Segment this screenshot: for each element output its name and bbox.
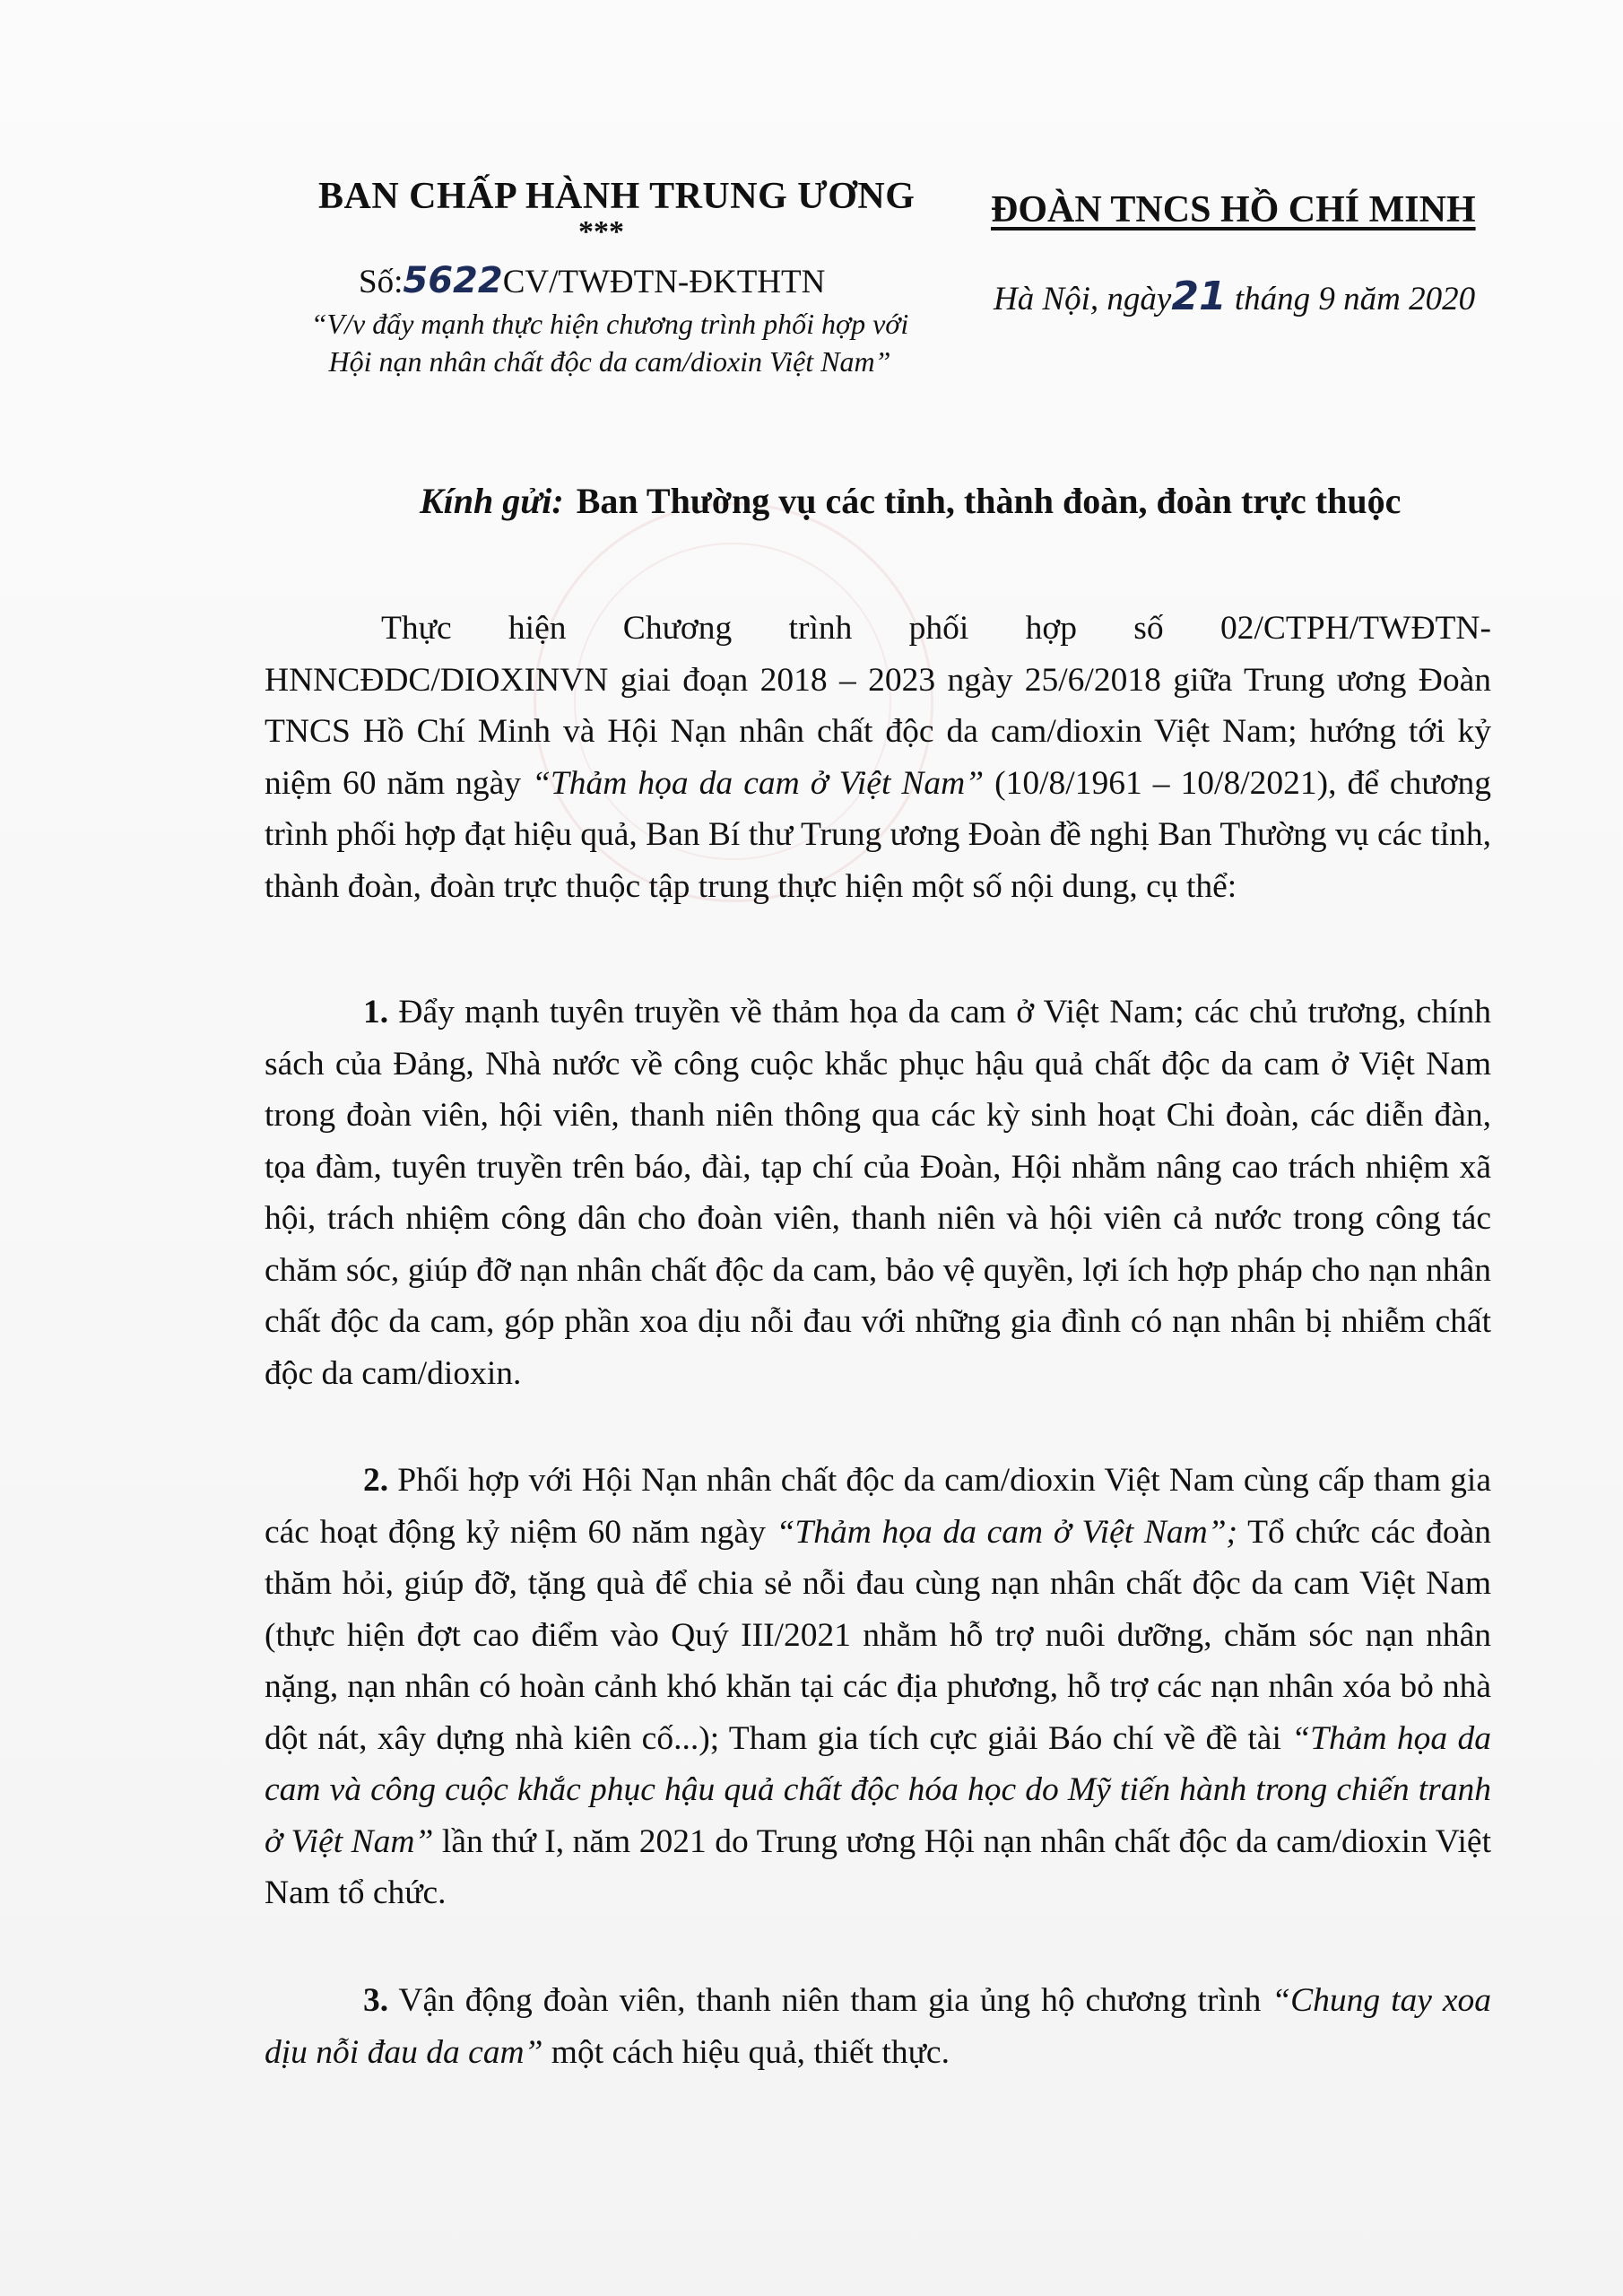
recipient-line bbox=[420, 480, 1401, 522]
item-3-part-1: Vận động đoàn viên, thanh niên tham gia ủng hộ chương trình bbox=[388, 1982, 1272, 2019]
date-prefix: Hà Nội, ngày bbox=[994, 281, 1172, 317]
header-stars: *** bbox=[578, 215, 624, 248]
recipient-label: Kính gửi: bbox=[420, 481, 564, 521]
item-1-number: 1. bbox=[363, 994, 389, 1031]
item-1-text bbox=[265, 987, 1491, 1399]
doc-number-handwritten: 5622 bbox=[403, 260, 503, 301]
intro-part-1: Thực hiện Chương trình phối hợp số 02/CTPH/TWĐTN-HNNCĐDC/DIOXINVN giai đoạn 2018 – 2023 ngày 25/6/2018 giữa Trung ương Đoàn TNCS Hồ Chí Minh và Hội Nạn nhân chất độc da cam/dioxin Việt Nam; hướng tới kỷ niệm 60 năm ngày bbox=[265, 610, 1491, 802]
subject-line-1: V/v đẩy mạnh thực hiện chương trình phối hợp với bbox=[326, 308, 909, 340]
intro-text bbox=[265, 603, 1491, 912]
intro-paragraph bbox=[265, 603, 1491, 912]
item-3 bbox=[265, 1975, 1491, 2078]
organization-name: ĐOÀN TNCS HỒ CHÍ MINH bbox=[991, 189, 1476, 230]
subject-line: “V/v đẩy mạnh thực hiện chương trình phối hợp với Hội nạn nhân chất độc da cam/dioxin Việt Nam” bbox=[310, 308, 909, 378]
item-2 bbox=[265, 1455, 1491, 1919]
item-2-italic-2: “Thảm họa da cam và công cuộc khắc phục hậu quả chất độc hóa học do Mỹ tiến hành trong chiến tranh ở Việt Nam” bbox=[265, 1719, 1491, 1860]
item-2-italic-1: “Thảm họa da cam ở Việt Nam”; bbox=[776, 1513, 1238, 1551]
subject-line-2: Hội nạn nhân chất độc da cam/dioxin Việt Nam bbox=[328, 345, 875, 378]
item-2-part-1: Phối hợp với Hội Nạn nhân chất độc da cam/dioxin Việt Nam cùng cấp tham gia các hoạt động kỷ niệm 60 năm ngày bbox=[265, 1462, 1491, 1551]
issuing-body: BAN CHẤP HÀNH TRUNG ƯƠNG bbox=[318, 176, 916, 217]
doc-number-suffix: CV/TWĐTN-ĐKTHTN bbox=[502, 264, 826, 300]
item-2-number: 2. bbox=[363, 1462, 389, 1499]
item-2-part-2: Tổ chức các đoàn thăm hỏi, giúp đỡ, tặng quà để chia sẻ nỗi đau cùng nạn nhân chất độc da cam Việt Nam (thực hiện đợt cao điểm vào Quý III/2021 nhằm hỗ trợ nuôi dưỡng, chăm sóc nạn nhân nặng, nạn nhân có hoàn cảnh khó khăn tại các địa phương, hỗ trợ các nạn nhân xóa bỏ nhà dột nát, xây dựng nhà kiên cố...); Tham gia tích cực giải Báo chí về đề tài bbox=[265, 1513, 1492, 1757]
item-3-text bbox=[265, 1975, 1491, 2078]
date-line bbox=[994, 274, 1475, 319]
date-suffix: tháng 9 năm 2020 bbox=[1234, 281, 1476, 317]
item-1-part-1: Đẩy mạnh tuyên truyền về thảm họa da cam ở Việt Nam; các chủ trương, chính sách của Đảng, Nhà nước về công cuộc khắc phục hậu quả chất độc da cam ở Việt Nam trong đoàn viên, hội viên, thanh niên thông qua các kỳ sinh hoạt Chi đoàn, các diễn đàn, tọa đàm, tuyên truyền trên báo, đài, tạp chí của Đoàn, Hội nhằm nâng cao trách nhiệm xã hội, trách nhiệm công dân cho đoàn viên, thanh niên và hội viên cả nước trong công tác chăm sóc, giúp đỡ nạn nhân chất độc da cam, bảo vệ quyền, lợi ích hợp pháp cho nạn nhân chất độc da cam, góp phần xoa dịu nỗi đau với những gia đình có nạn nhân bị nhiễm chất độc da cam/dioxin. bbox=[265, 994, 1491, 1392]
item-3-part-2: một cách hiệu quả, thiết thực. bbox=[542, 2033, 950, 2071]
recipient-value: Ban Thường vụ các tỉnh, thành đoàn, đoàn trực thuộc bbox=[576, 481, 1402, 521]
doc-number-prefix: Số: bbox=[359, 264, 404, 300]
item-1 bbox=[265, 987, 1491, 1399]
intro-part-2: (10/8/1961 – 10/8/2021), để chương trình phối hợp đạt hiệu quả, Ban Bí thư Trung ương Đoàn đề nghị Ban Thường vụ các tỉnh, thành đoàn, đoàn trực thuộc tập trung thực hiện một số nội dung, cụ thể: bbox=[265, 764, 1491, 905]
item-2-text bbox=[265, 1455, 1491, 1919]
date-day-handwritten: 21 bbox=[1171, 274, 1227, 319]
item-3-number: 3. bbox=[363, 1982, 389, 2019]
intro-italic-1: “Thảm họa da cam ở Việt Nam” bbox=[532, 764, 985, 802]
item-2-part-3: lần thứ I, năm 2021 do Trung ương Hội nạn nhân chất độc da cam/dioxin Việt Nam tổ chức. bbox=[265, 1822, 1491, 1911]
item-3-italic-1: “Chung tay xoa dịu nỗi đau da cam” bbox=[265, 1982, 1491, 2071]
document-number bbox=[359, 260, 825, 301]
